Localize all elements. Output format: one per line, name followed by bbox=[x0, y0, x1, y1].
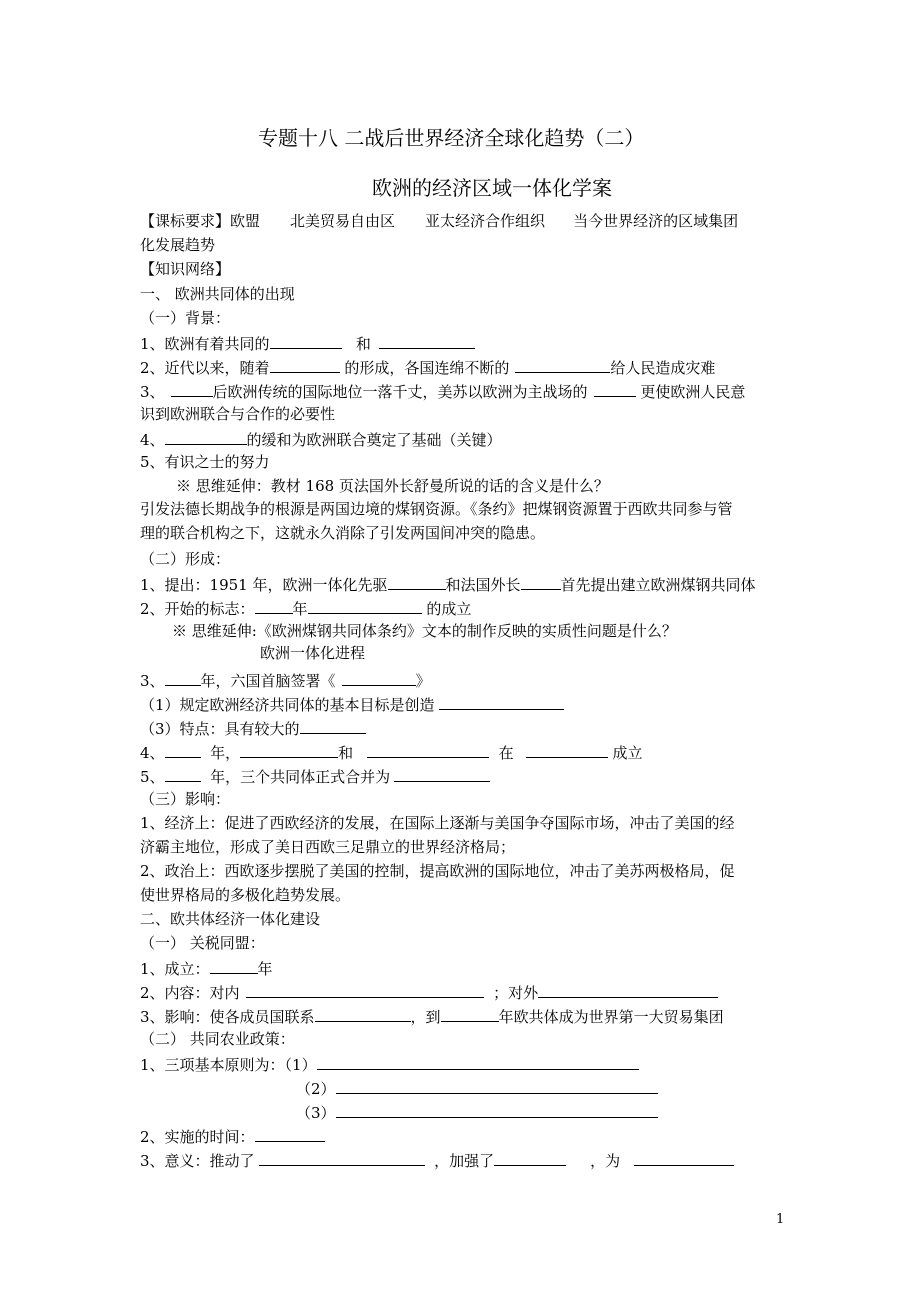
blank[interactable] bbox=[240, 741, 338, 758]
blank[interactable] bbox=[259, 1149, 425, 1166]
blank[interactable] bbox=[515, 356, 610, 373]
answer-1a: 引发法德长期战争的根源是两国边境的煤钢资源。《条约》把煤钢资源置于西欧共同参与管 bbox=[140, 500, 733, 518]
formation-item-1: 1、提出：1951 年，欧洲一体化先驱 和法国外长 首先提出建立欧洲煤钢共同体 bbox=[140, 573, 756, 595]
blank[interactable] bbox=[315, 1005, 411, 1022]
blank[interactable] bbox=[494, 1149, 566, 1166]
blank[interactable] bbox=[634, 1149, 734, 1166]
background-item-3-cont: 识到欧洲联合与合作的必要性 bbox=[140, 405, 336, 423]
section-2b-heading: （二） 共同农业政策： bbox=[140, 1030, 295, 1048]
formation-item-3-3: （3）特点：具有较大的 bbox=[140, 717, 366, 739]
blank[interactable] bbox=[270, 356, 340, 373]
think-extension-2: ※ 思维延伸:《欧洲煤钢共同体条约》文本的制作反映的实质性问题是什么？ bbox=[172, 622, 677, 640]
blank[interactable] bbox=[317, 1053, 639, 1070]
page-number: 1 bbox=[776, 1212, 785, 1227]
background-item-5: 5、有识之士的努力 bbox=[140, 453, 270, 471]
blank[interactable] bbox=[246, 981, 484, 998]
page-title: 专题十八 二战后世界经济全球化趋势（二） bbox=[258, 126, 645, 150]
customs-item-2: 2、内容：对内 ；对外 bbox=[140, 981, 718, 1003]
blank[interactable] bbox=[300, 717, 366, 734]
kebiao-line: 【课标要求】欧盟 北美贸易自由区 亚太经济合作组织 当今世界经济的区域集团 bbox=[140, 212, 739, 230]
blank[interactable] bbox=[526, 741, 608, 758]
section-2-heading: 二、欧共体经济一体化建设 bbox=[140, 910, 321, 928]
influence-1b: 济霸主地位，形成了美日西欧三足鼎立的世界经济格局； bbox=[140, 838, 516, 856]
customs-item-3: 3、影响：使各成员国联系 ，到 年欧共体成为世界第一大贸易集团 bbox=[140, 1005, 724, 1027]
section-1b-heading: （二）形成： bbox=[140, 550, 231, 568]
blank[interactable] bbox=[342, 669, 416, 686]
blank[interactable] bbox=[538, 981, 718, 998]
blank[interactable] bbox=[388, 573, 446, 590]
formation-item-3-1: （1）规定欧洲经济共同体的基本目标是创造 bbox=[140, 693, 564, 715]
formation-item-3: 3、 年，六国首脑签署《 》 bbox=[140, 669, 431, 691]
blank[interactable] bbox=[165, 765, 201, 782]
blank[interactable] bbox=[336, 1077, 658, 1094]
section-1a-heading: （一）背景： bbox=[140, 309, 231, 327]
formation-item-4: 4、 年， 和 在 成立 bbox=[140, 741, 642, 763]
background-item-1: 1、欧洲有着共同的 和 bbox=[140, 332, 475, 354]
blank[interactable] bbox=[521, 573, 561, 590]
kebiao-cont: 化发展趋势 bbox=[140, 236, 216, 254]
agri-principle-1: 1、三项基本原则为：（1） bbox=[140, 1053, 639, 1075]
background-item-4: 4、 的缓和为欧洲联合奠定了基础（关键） bbox=[140, 428, 502, 450]
blank[interactable] bbox=[594, 380, 636, 397]
blank[interactable] bbox=[270, 332, 342, 349]
blank[interactable] bbox=[336, 1101, 658, 1118]
influence-1a: 1、经济上：促进了西欧经济的发展，在国际上逐渐与美国争夺国际市场，冲击了美国的经 bbox=[140, 814, 735, 832]
background-item-3: 3、 后欧洲传统的国际地位一落千丈，美苏以欧洲为主战场的 更使欧洲人民意 bbox=[140, 380, 745, 402]
blank[interactable] bbox=[379, 332, 475, 349]
answer-1b: 理的联合机构之下，这就永久消除了引发两国间冲突的隐患。 bbox=[140, 524, 546, 542]
agri-principle-3: （3） bbox=[296, 1101, 658, 1123]
formation-item-5: 5、 年，三个共同体正式合并为 bbox=[140, 765, 490, 787]
agri-principle-2: （2） bbox=[296, 1077, 658, 1099]
agri-significance: 3、意义：推动了 ，加强了 ，为 bbox=[140, 1149, 734, 1171]
blank[interactable] bbox=[394, 765, 490, 782]
think-extension-1: ※ 思维延伸：教材 168 页法国外长舒曼所说的话的含义是什么？ bbox=[176, 477, 609, 495]
blank[interactable] bbox=[165, 428, 247, 445]
background-item-2: 2、近代以来，随着 的形成，各国连绵不断的 给人民造成灾难 bbox=[140, 356, 715, 378]
blank[interactable] bbox=[308, 597, 422, 614]
section-2a-heading: （一） 关税同盟： bbox=[140, 934, 265, 952]
customs-item-1: 1、成立： 年 bbox=[140, 957, 273, 979]
page-subtitle: 欧洲的经济区域一体化学案 bbox=[372, 176, 612, 200]
influence-2a: 2、政治上：西欧逐步摆脱了美国的控制，提高欧洲的国际地位，冲击了美苏两极格局，促 bbox=[140, 862, 735, 880]
formation-item-2: 2、开始的标志： 年 的成立 bbox=[140, 597, 471, 619]
blank[interactable] bbox=[439, 693, 564, 710]
progress-heading: 欧洲一体化进程 bbox=[260, 644, 366, 662]
blank[interactable] bbox=[255, 1125, 325, 1142]
section-1-heading: 一、 欧洲共同体的出现 bbox=[140, 285, 295, 303]
influence-2b: 使世界格局的多极化趋势发展。 bbox=[140, 886, 351, 904]
blank[interactable] bbox=[210, 957, 258, 974]
section-1c-heading: （三）影响： bbox=[140, 790, 231, 808]
blank[interactable] bbox=[171, 380, 213, 397]
agri-time: 2、实施的时间： bbox=[140, 1125, 325, 1147]
blank[interactable] bbox=[441, 1005, 499, 1022]
blank[interactable] bbox=[165, 669, 201, 686]
zhishi-label: 【知识网络】 bbox=[140, 260, 231, 278]
blank[interactable] bbox=[165, 741, 201, 758]
blank[interactable] bbox=[255, 597, 293, 614]
blank[interactable] bbox=[367, 741, 489, 758]
